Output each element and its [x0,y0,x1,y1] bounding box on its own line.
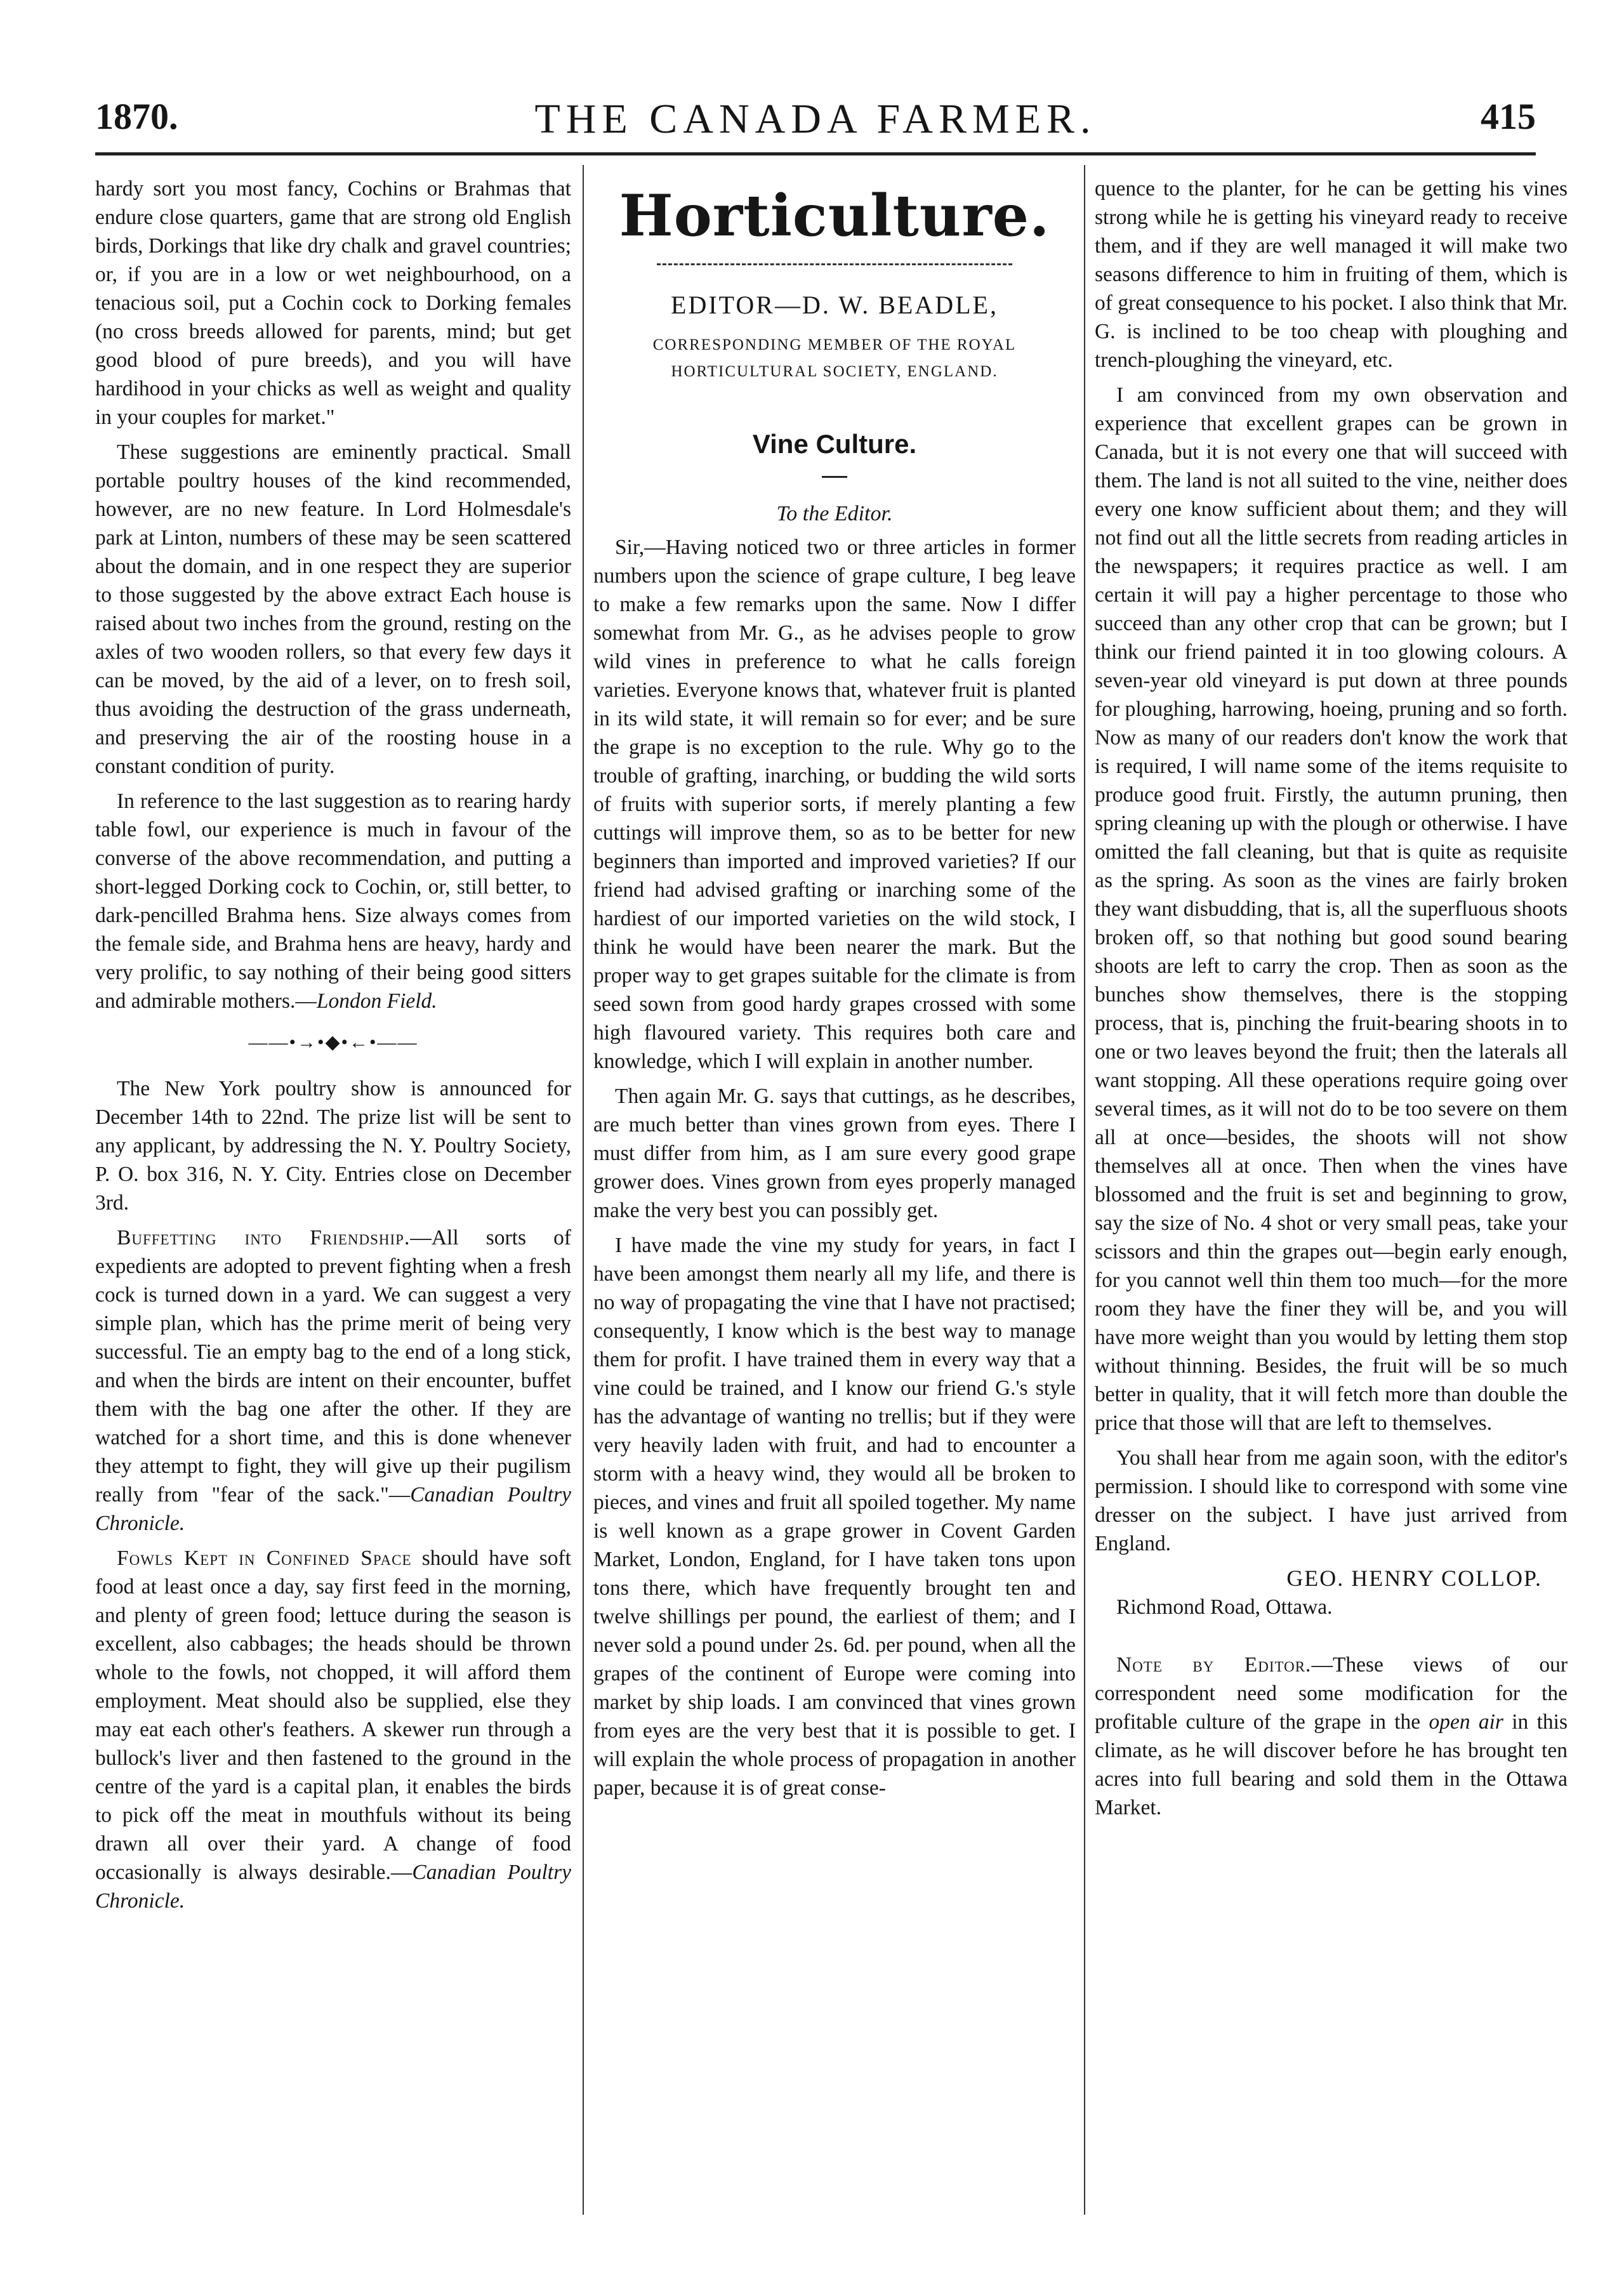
masthead-title: THE CANADA FARMER. [534,96,1097,142]
year: 1870. [95,96,178,137]
paragraph: The New York poultry show is announced for December 14th to 22nd. The prize list will be sent to any applicant, by addressing the N. Y. Poultry Society, P. O. box 316, N. Y. City. Entries close on December 3rd. [95,1077,571,1215]
editor-note [1095,1651,1568,1822]
editor-credentials: CORRESPONDING MEMBER OF THE ROYAL HORTICULTURAL SOCIETY, ENGLAND. [652,336,1017,380]
paragraph: I am convinced from my own observation and experience that excellent grapes can be grown in Canada, but it is not every one that will succeed with them. The land is not all suited to the vine, neither does every one know sufficient about them; and they will not find out all the little secrets from reading articles in the newspapers; it requires practice as well. I am certain it will pay a higher percentage to those who succeed than any other crop that can be grown; but I think our friend painted it in too glowing colours. A seven-year old vineyard is put down at three pounds for ploughing, harrowing, hoeing, pruning and so forth. Now as many of our readers don't know the work that is required, I will name some of the items requisite to produce good fruit. Firstly, the autumn pruning, then spring cleaning up with the plough or otherwise. I have omitted the fall cleaning, but that is quite as requisite as the spring. As soon as the vines are fairly broken they want disbudding, that is, all the superfluous shoots broken off, so that nothing but good sound bearing shoots are left to carry the crop. Then as soon as the bunches show themselves, there is the stopping process, that is, pinching the fruit-bearing shoots in to one or two leaves beyond the fruit; then the laterals all want stopping. All these operations require going over several times, as it will not do to be too severe on them all at once—besides, the shoots will not show themselves all at once. Then when the vines have blossomed and the fruit is set and beginning to grow, say the size of No. 4 shot or very small peas, take your scissors and thin the grapes out—begin early enough, for you cannot well thin them too much—for the more room they have the finer they will be, and you will have more weight than you would by letting them stop without thinning. Besides, the fruit will be so much better in quality, that it will fetch more than double the price that those will that are left to themselves. [1095,383,1568,1435]
section-title: Horticulture. [619,182,1050,249]
source-citation: Canadian Poultry Chronicle. [95,1861,571,1913]
paragraph-heading: Buffetting into Friendship. [117,1226,411,1250]
editor-line: EDITOR—D. W. BEADLE, [671,291,998,319]
note-text: —These views of our correspondent need some modification for the profitable culture of the grape in the [1095,1653,1568,1734]
column-right [1095,175,1568,2199]
paragraph [95,787,571,1015]
source-citation: Canadian Poultry Chronicle. [95,1483,571,1535]
paragraph-text: In reference to the last suggestion as to rearing hardy table fowl, our experience is much in favour of the converse of the above recommendation, and putting a short-legged Dorking cock to Cochin, or, still better, to dark-pencilled Brahma hens. Size always comes from the female side, and Brahma hens are heavy, hardy and very prolific, to say nothing of their being good sitters and admirable mothers.— [95,789,571,1013]
paragraph [95,1544,571,1915]
note-emphasis: open air [1429,1710,1503,1734]
salutation: To the Editor. [776,502,893,525]
column-divider [583,165,584,2215]
paragraph: I have made the vine my study for years, in fact I have been amongst them nearly all my life, and there is no way of propagating the vine that I have not practised; consequently, I know which is the best way to manage them for profit. I have trained them in every way that a vine could be trained, and I know our friend G.'s style has the advantage of wanting no trellis; but if they were very heavily laden with fruit, and had to encounter a storm with a heavy wind, they would all be broken to pieces, and vines and fruit all spoiled together. My name is well known as a grape grower in Covent Garden Market, London, England, for I have taken tons upon tons there, which have frequently brought ten and twelve shillings per pound, the earliest of them; and I never sold a pound under 2s. 6d. per pound, when all the grapes of the continent of Europe were coming into market by ship loads. I am convinced that vines grown from eyes are the very best that it is possible to get. I will explain the whole process of propagation in another paper, because it is of great conse- [593,1234,1076,1800]
ornament-divider: ——•→•◆•←•—— [248,1032,418,1053]
paragraph: You shall hear from me again soon, with the editor's permission. I should like to correspond with some vine dresser on the subject. I have just arrived from England. [1095,1446,1568,1555]
paragraph: Sir,—Having noticed two or three articles in former numbers upon the science of grape culture, I beg leave to make a few remarks upon the same. Now I differ somewhat from Mr. G., as he advises people to grow wild vines in preference to what he calls foreign varieties. Everyone knows that, whatever fruit is planted in its wild state, it will remain so for ever; and be sure the grape is no exception to the rule. Why go to the trouble of grafting, inarching, or budding the wild sorts of fruits with superior sorts, if merely planting a few cuttings will improve them, so as to be better for new beginners than imported and improved varieties? If our friend had advised grafting or inarching some of the hardiest of our imported varieties on the wild stock, I think he would have been nearer the mark. But the proper way to get grapes suitable for the climate is from seed sown from good hardy grapes crossed with some high flavoured variety. This requires both care and knowledge, which I will explain in another number. [593,536,1076,1073]
title-rule [822,476,847,478]
page-header [95,95,1536,146]
note-text: in this climate, as he will discover before he has brought ten acres into full bearing and sold them in the Ottawa Market. [1095,1710,1568,1819]
column-divider [1084,165,1085,2215]
signature: GEO. HENRY COLLOP. [1286,1566,1542,1591]
note-heading: Note by Editor. [1116,1653,1312,1677]
column-middle [593,175,1076,2199]
page-number: 415 [1481,96,1536,137]
paragraph [95,1223,571,1538]
column-left [95,175,571,2199]
paragraph: hardy sort you most fancy, Cochins or Brahmas that endure close quarters, game that are strong old English birds, Dorkings that like dry chalk and gravel countries; or, if you are in a low or wet neighbourhood, on a tenacious soil, put a Cochin cock to Dorking females (no cross breeds allowed for parents, mind; but get good blood of pure breeds), and you will have hardihood in your chicks as well as weight and quality in your couples for market." [95,177,571,429]
paragraph: quence to the planter, for he can be getting his vines strong while he is getting his vineyard ready to receive them, and if they are well managed it will make two seasons difference to him in fruiting of them, which is of great consequence to his pocket. I also think that Mr. G. is inclined to be too cheap with ploughing and trench-ploughing the vineyard, etc. [1095,177,1568,372]
address: Richmond Road, Ottawa. [1116,1595,1333,1619]
header-rule [95,152,1536,155]
paragraph: These suggestions are eminently practical. Small portable poultry houses of the kind recommended, however, are no new feature. In Lord Holmesdale's park at Linton, numbers of these may be seen scattered about the domain, and in one respect they are superior to those suggested by the above extract Each house is raised about two inches from the ground, resting on the axles of two wooden rollers, so that every few days it can be moved, by the aid of a lever, on to fresh soil, thus avoiding the destruction of the grass underneath, and preserving the air of the roosting house in a constant condition of purity. [95,440,571,778]
paragraph-text: —All sorts of expedients are adopted to prevent fighting when a fresh cock is turned down in a yard. We can suggest a very simple plan, which has the prime merit of being very successful. Tie an empty bag to the end of a long stick, and when the birds are intent on their encounter, buffet them with the bag one after the other. If they are watched for a short time, and this is done whenever they attempt to fight, they will give up their pugilism really from "fear of the sack."— [95,1226,571,1507]
section-rule [657,263,1012,265]
paragraph-text: should have soft food at least once a day, say first feed in the morning, and plenty of green food; lettuce during the season is excellent, also cabbages; the heads should be thrown whole to the fowls, not chopped, it will afford them employment. Meat should also be supplied, else they may eat each other's feathers. A skewer run through a bullock's liver and then fastened to the ground in the centre of the yard is a capital plan, it enables the birds to pick off the meat in mouthfuls without its being drawn all over their yard. A change of food occasionally is always desirable.— [95,1546,571,1884]
article-title: Vine Culture. [752,429,917,459]
paragraph-heading: Fowls Kept in Confined Space [117,1546,412,1570]
source-citation: London Field. [316,989,437,1013]
paragraph: Then again Mr. G. says that cuttings, as he describes, are much better than vines grown from eyes. There I must differ from him, as I am sure every good grape grower does. Vines grown from eyes properly managed make the very best you can possibly get. [593,1085,1076,1222]
